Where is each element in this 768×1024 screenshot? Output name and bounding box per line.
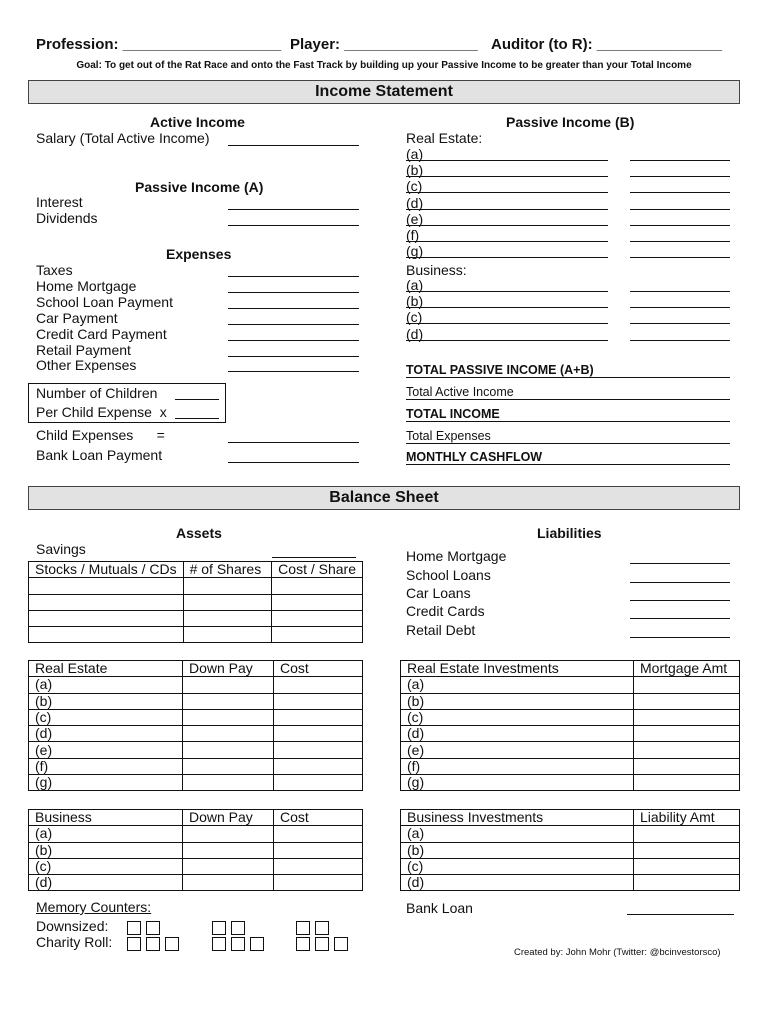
downsized-checkbox[interactable] bbox=[127, 921, 141, 935]
row-label: (e) bbox=[401, 742, 634, 758]
table-cell[interactable] bbox=[183, 742, 274, 758]
liability-label: Home Mortgage bbox=[406, 548, 507, 564]
downsized-checkbox[interactable] bbox=[146, 921, 160, 935]
total-active-line[interactable] bbox=[406, 399, 730, 400]
interest-label: Interest bbox=[36, 194, 83, 210]
charity-checkbox[interactable] bbox=[165, 937, 179, 951]
total-expenses-line[interactable] bbox=[406, 443, 730, 444]
table-cell[interactable] bbox=[634, 709, 740, 725]
business-amount-line[interactable] bbox=[630, 307, 730, 308]
business-col-header: Business bbox=[29, 810, 183, 826]
dividends-blank[interactable] bbox=[228, 225, 359, 226]
business-item-label: (a) bbox=[406, 277, 424, 293]
down-pay-col-header: Down Pay bbox=[183, 810, 274, 826]
table-row[interactable] bbox=[29, 677, 363, 693]
expense-label: Other Expenses bbox=[36, 357, 137, 373]
table-cell[interactable] bbox=[183, 726, 274, 742]
downsized-label: Downsized: bbox=[36, 918, 109, 934]
table-row[interactable] bbox=[29, 775, 363, 791]
per-child-label: Per Child Expense x bbox=[36, 404, 167, 420]
liability-label: Car Loans bbox=[406, 585, 471, 601]
auditor-field[interactable]: Auditor (to R): _______________ bbox=[491, 36, 722, 53]
expense-label: Taxes bbox=[36, 262, 73, 278]
real-estate-item-label: (e) bbox=[406, 210, 424, 227]
expense-blank[interactable] bbox=[228, 371, 359, 372]
row-label: (b) bbox=[29, 693, 183, 709]
bank-loan-blank[interactable] bbox=[627, 914, 734, 915]
real-estate-amount-line[interactable] bbox=[630, 160, 730, 161]
row-label: (g) bbox=[401, 775, 634, 791]
liability-blank[interactable] bbox=[630, 563, 730, 564]
shares-col-header: # of Shares bbox=[183, 562, 272, 578]
interest-blank[interactable] bbox=[228, 209, 359, 210]
row-label: (c) bbox=[29, 709, 183, 725]
table-row[interactable] bbox=[29, 826, 363, 842]
downsized-checkbox[interactable] bbox=[315, 921, 329, 935]
row-label: (e) bbox=[29, 742, 183, 758]
row-label: (c) bbox=[401, 858, 634, 874]
expense-blank[interactable] bbox=[228, 324, 359, 325]
mortgage-amt-col-header: Mortgage Amt bbox=[634, 661, 740, 677]
real-estate-item-line[interactable] bbox=[406, 241, 608, 242]
business-amount-line[interactable] bbox=[630, 340, 730, 341]
liability-blank[interactable] bbox=[630, 600, 730, 601]
expense-blank[interactable] bbox=[228, 292, 359, 293]
expense-blank[interactable] bbox=[228, 356, 359, 357]
monthly-cashflow-line[interactable] bbox=[406, 464, 730, 465]
real-estate-item-line[interactable] bbox=[406, 209, 608, 210]
table-cell[interactable] bbox=[634, 875, 740, 891]
real-estate-amount-line[interactable] bbox=[630, 192, 730, 193]
table-cell[interactable] bbox=[274, 742, 363, 758]
table-row[interactable] bbox=[401, 709, 740, 725]
cost-col-header: Cost bbox=[274, 661, 363, 677]
table-row[interactable] bbox=[401, 775, 740, 791]
active-income-heading: Active Income bbox=[150, 114, 245, 130]
expense-blank[interactable] bbox=[228, 340, 359, 341]
bank-loan-label: Bank Loan bbox=[406, 900, 473, 916]
business-investments-table bbox=[400, 809, 740, 891]
row-label: (a) bbox=[29, 826, 183, 842]
total-passive-label: TOTAL PASSIVE INCOME (A+B) bbox=[406, 363, 594, 377]
table-cell[interactable] bbox=[274, 875, 363, 891]
business-item-label: (c) bbox=[406, 309, 423, 326]
table-row[interactable] bbox=[401, 693, 740, 709]
row-label: (g) bbox=[29, 775, 183, 791]
stocks-table bbox=[28, 561, 363, 643]
liabilities-heading: Liabilities bbox=[537, 525, 602, 541]
table-cell[interactable] bbox=[274, 726, 363, 742]
savings-label: Savings bbox=[36, 541, 86, 557]
biz-investments-col-header: Business Investments bbox=[401, 810, 634, 826]
expense-label: School Loan Payment bbox=[36, 294, 173, 310]
real-estate-item-line[interactable] bbox=[406, 176, 608, 177]
business-item-line[interactable] bbox=[406, 291, 608, 292]
total-income-label: TOTAL INCOME bbox=[406, 407, 500, 421]
passive-b-heading: Passive Income (B) bbox=[506, 114, 635, 130]
player-field[interactable]: Player: ________________ bbox=[290, 36, 478, 53]
table-cell[interactable] bbox=[274, 858, 363, 874]
business-item-label: (d) bbox=[406, 325, 424, 342]
table-row[interactable] bbox=[29, 578, 363, 594]
business-label: Business: bbox=[406, 262, 467, 278]
table-row[interactable] bbox=[401, 677, 740, 693]
table-cell[interactable] bbox=[183, 709, 274, 725]
real-estate-amount-line[interactable] bbox=[630, 176, 730, 177]
row-label: (f) bbox=[401, 758, 634, 774]
real-estate-item-line[interactable] bbox=[406, 192, 608, 193]
charity-checkboxes-1 bbox=[127, 936, 184, 954]
expense-label: Home Mortgage bbox=[36, 278, 137, 294]
cost-share-col-header: Cost / Share bbox=[272, 562, 363, 578]
charity-checkbox[interactable] bbox=[127, 937, 141, 951]
table-row[interactable] bbox=[29, 758, 363, 774]
row-label: (f) bbox=[29, 758, 183, 774]
expense-blank[interactable] bbox=[228, 308, 359, 309]
table-cell[interactable] bbox=[274, 758, 363, 774]
downsized-checkbox[interactable] bbox=[212, 921, 226, 935]
salary-blank[interactable] bbox=[228, 145, 359, 146]
children-blank[interactable] bbox=[175, 399, 219, 400]
table-cell[interactable] bbox=[274, 826, 363, 842]
table-row[interactable] bbox=[29, 627, 363, 643]
business-item-line[interactable] bbox=[406, 323, 608, 324]
row-label: (a) bbox=[29, 677, 183, 693]
liability-blank[interactable] bbox=[630, 582, 730, 583]
table-header-row bbox=[29, 810, 363, 826]
child-expenses-blank[interactable] bbox=[228, 442, 359, 443]
table-row[interactable] bbox=[29, 875, 363, 891]
table-cell[interactable] bbox=[634, 726, 740, 742]
credit-text: Created by: John Mohr (Twitter: @bcinvestorsco) bbox=[514, 947, 721, 958]
real-estate-investments-table bbox=[400, 660, 740, 791]
real-estate-item-label: (d) bbox=[406, 194, 424, 211]
balance-sheet-title: Balance Sheet bbox=[28, 486, 740, 510]
charity-checkbox[interactable] bbox=[146, 937, 160, 951]
liability-blank[interactable] bbox=[630, 618, 730, 619]
row-label: (b) bbox=[401, 693, 634, 709]
row-label: (b) bbox=[401, 842, 634, 858]
income-statement-title: Income Statement bbox=[28, 80, 740, 104]
table-cell[interactable] bbox=[183, 826, 274, 842]
real-estate-item-line[interactable] bbox=[406, 160, 608, 161]
liability-amt-col-header: Liability Amt bbox=[634, 810, 740, 826]
table-header-row bbox=[401, 810, 740, 826]
row-label: (c) bbox=[29, 858, 183, 874]
real-estate-item-label: (f) bbox=[406, 227, 420, 243]
profession-field[interactable]: Profession: ___________________ bbox=[36, 36, 282, 53]
table-cell[interactable] bbox=[183, 677, 274, 693]
table-cell[interactable] bbox=[634, 677, 740, 693]
charity-checkboxes-3 bbox=[296, 936, 353, 954]
table-row[interactable] bbox=[29, 594, 363, 610]
total-active-label: Total Active Income bbox=[406, 385, 514, 399]
passive-a-heading: Passive Income (A) bbox=[135, 179, 264, 195]
charity-checkbox[interactable] bbox=[250, 937, 264, 951]
row-label: (d) bbox=[401, 875, 634, 891]
savings-blank[interactable] bbox=[272, 557, 356, 558]
table-cell[interactable] bbox=[183, 842, 274, 858]
table-row[interactable] bbox=[29, 726, 363, 742]
table-row[interactable] bbox=[29, 709, 363, 725]
table-row[interactable] bbox=[401, 842, 740, 858]
charity-label: Charity Roll: bbox=[36, 934, 113, 950]
charity-checkbox[interactable] bbox=[212, 937, 226, 951]
table-header-row bbox=[29, 661, 363, 677]
cost-col-header: Cost bbox=[274, 810, 363, 826]
real-estate-item-label: (c) bbox=[406, 178, 423, 195]
charity-checkbox[interactable] bbox=[231, 937, 245, 951]
charity-checkbox[interactable] bbox=[334, 937, 348, 951]
liability-label: School Loans bbox=[406, 567, 491, 583]
business-amount-line[interactable] bbox=[630, 291, 730, 292]
row-label: (d) bbox=[29, 726, 183, 742]
table-cell[interactable] bbox=[183, 875, 274, 891]
real-estate-item-line[interactable] bbox=[406, 257, 608, 258]
table-cell[interactable] bbox=[634, 693, 740, 709]
business-item-line[interactable] bbox=[406, 307, 608, 308]
expense-label: Retail Payment bbox=[36, 342, 131, 358]
table-cell[interactable] bbox=[274, 709, 363, 725]
memory-counters-label: Memory Counters: bbox=[36, 899, 152, 915]
business-assets-table bbox=[28, 809, 363, 891]
goal-text: Goal: To get out of the Rat Race and onto the Fast Track by building up your Passive Income to be greater than your Total Income bbox=[76, 60, 692, 71]
liability-label: Credit Cards bbox=[406, 603, 485, 619]
table-cell[interactable] bbox=[634, 742, 740, 758]
table-row[interactable] bbox=[29, 858, 363, 874]
stocks-col-header: Stocks / Mutuals / CDs bbox=[29, 562, 184, 578]
table-cell[interactable] bbox=[274, 677, 363, 693]
row-label: (c) bbox=[401, 709, 634, 725]
real-estate-item-line[interactable] bbox=[406, 225, 608, 226]
table-cell[interactable] bbox=[183, 858, 274, 874]
business-item-label: (b) bbox=[406, 293, 424, 310]
table-row[interactable] bbox=[401, 826, 740, 842]
real-estate-assets-table bbox=[28, 660, 363, 791]
table-cell[interactable] bbox=[634, 858, 740, 874]
dividends-label: Dividends bbox=[36, 210, 98, 226]
per-child-blank[interactable] bbox=[175, 418, 219, 419]
real-estate-col-header: Real Estate bbox=[29, 661, 183, 677]
real-estate-item-label: (b) bbox=[406, 162, 424, 179]
downsized-checkbox[interactable] bbox=[296, 921, 310, 935]
table-row[interactable] bbox=[401, 742, 740, 758]
child-expenses-label: Child Expenses = bbox=[36, 427, 165, 443]
table-row[interactable] bbox=[401, 758, 740, 774]
expenses-heading: Expenses bbox=[166, 246, 232, 262]
row-label: (a) bbox=[401, 677, 634, 693]
assets-heading: Assets bbox=[176, 525, 222, 541]
table-header-row bbox=[401, 661, 740, 677]
table-cell[interactable] bbox=[183, 775, 274, 791]
total-expenses-label: Total Expenses bbox=[406, 429, 491, 443]
real-estate-item-label: (a) bbox=[406, 146, 424, 162]
expense-blank[interactable] bbox=[228, 276, 359, 277]
real-estate-amount-line[interactable] bbox=[630, 225, 730, 226]
table-cell[interactable] bbox=[183, 693, 274, 709]
table-row[interactable] bbox=[401, 858, 740, 874]
table-row[interactable] bbox=[29, 693, 363, 709]
real-estate-label: Real Estate: bbox=[406, 130, 483, 146]
charity-checkbox[interactable] bbox=[296, 937, 310, 951]
real-estate-amount-line[interactable] bbox=[630, 257, 730, 258]
table-header-row bbox=[29, 562, 363, 578]
downsized-checkbox[interactable] bbox=[231, 921, 245, 935]
real-estate-amount-line[interactable] bbox=[630, 241, 730, 242]
table-cell[interactable] bbox=[634, 826, 740, 842]
down-pay-col-header: Down Pay bbox=[183, 661, 274, 677]
table-cell[interactable] bbox=[274, 842, 363, 858]
real-estate-amount-line[interactable] bbox=[630, 209, 730, 210]
total-income-line[interactable] bbox=[406, 421, 730, 422]
table-row[interactable] bbox=[29, 742, 363, 758]
table-row[interactable] bbox=[29, 610, 363, 626]
business-item-line[interactable] bbox=[406, 340, 608, 341]
business-amount-line[interactable] bbox=[630, 323, 730, 324]
table-cell[interactable] bbox=[634, 842, 740, 858]
total-passive-line[interactable] bbox=[406, 377, 730, 378]
row-label: (b) bbox=[29, 842, 183, 858]
real-estate-item-label: (g) bbox=[406, 243, 424, 260]
row-label: (a) bbox=[401, 826, 634, 842]
children-label: Number of Children bbox=[36, 385, 158, 401]
row-label: (d) bbox=[401, 726, 634, 742]
salary-label: Salary (Total Active Income) bbox=[36, 130, 210, 146]
re-investments-col-header: Real Estate Investments bbox=[401, 661, 634, 677]
table-row[interactable] bbox=[401, 875, 740, 891]
liability-label: Retail Debt bbox=[406, 622, 476, 638]
table-row[interactable] bbox=[29, 842, 363, 858]
expense-label: Car Payment bbox=[36, 310, 118, 326]
charity-checkboxes-2 bbox=[212, 936, 269, 954]
liability-blank[interactable] bbox=[630, 637, 730, 638]
table-cell[interactable] bbox=[634, 775, 740, 791]
table-cell[interactable] bbox=[274, 693, 363, 709]
bank-loan-payment-blank[interactable] bbox=[228, 462, 359, 463]
table-cell[interactable] bbox=[274, 775, 363, 791]
charity-checkbox[interactable] bbox=[315, 937, 329, 951]
row-label: (d) bbox=[29, 875, 183, 891]
monthly-cashflow-label: MONTHLY CASHFLOW bbox=[406, 450, 543, 464]
bank-loan-payment-label: Bank Loan Payment bbox=[36, 447, 163, 463]
table-cell[interactable] bbox=[183, 758, 274, 774]
table-cell[interactable] bbox=[634, 758, 740, 774]
table-row[interactable] bbox=[401, 726, 740, 742]
expense-label: Credit Card Payment bbox=[36, 326, 167, 342]
